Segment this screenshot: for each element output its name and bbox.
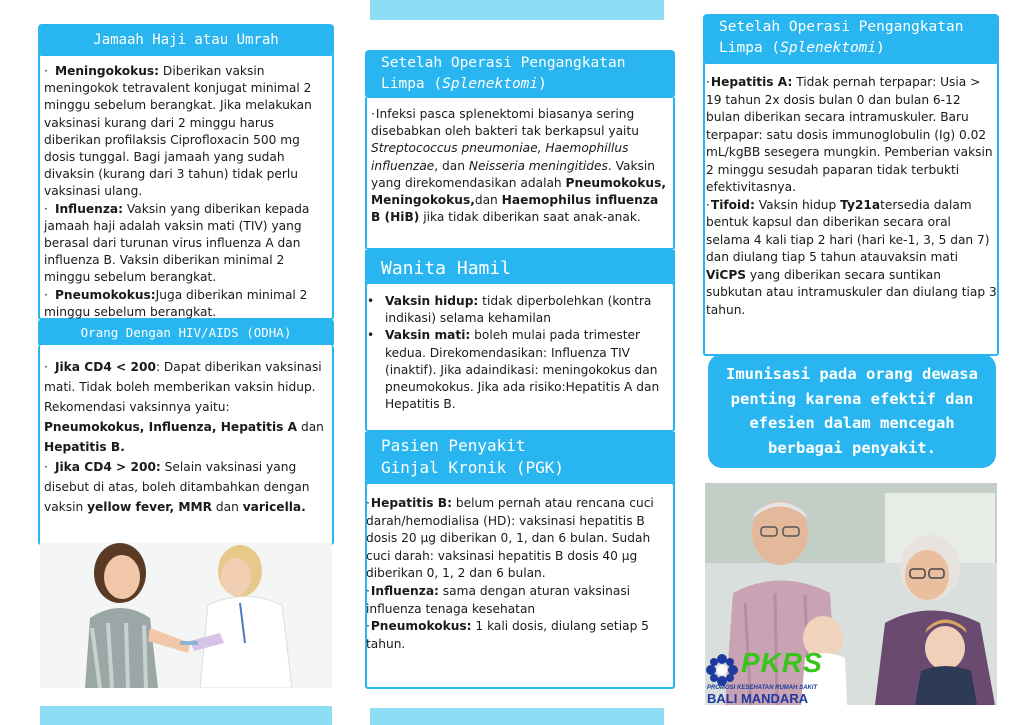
hamil-list <box>367 293 670 413</box>
list-item: ·Tifoid: Vaksin hidup Ty21atersedia dalam bentuk kapsul dan diberikan secara oral selama 4 kali tiap 2 hari (hari ke-1, 3, 5 dan 7) dan diulang tiap 5 tahun atauvaksin mati ViCPS yang diberikan secara suntikan subkutan atau intramuskuler dan diulang tiap 3 tahun. <box>706 197 997 317</box>
vaccination-illustration <box>40 543 332 688</box>
logo-subtitle: PROMOSI KESEHATAN RUMAH SAKIT <box>707 685 818 691</box>
splenektomi-2-title-line2: Limpa (Splenektomi) <box>719 40 885 56</box>
list-item: ·Hepatitis A: Tidak pernah terpapar: Usia > 19 tahun 2x dosis bulan 0 dan bulan 6-12 bulan diberikan secara intramuskuler. Baru terpapar: satu dosis immunoglobulin (Ig) 0.02 mL/kgBB sesegera mungkin. Pemberian vaksin 2 minggu sesudah paparan tidak terbukti efektivitasnya. <box>706 75 993 194</box>
bottom-left-bar <box>40 706 332 725</box>
logo-name: BALI MANDARA <box>707 691 809 705</box>
pgk-title-line2: Ginjal Kronik (PGK) <box>381 458 565 477</box>
splenektomi-text: ·Infeksi pasca splenektomi biasanya sering disebabkan oleh bakteri tak berkapsul yaitu Streptococcus pneumoniae, Haemophillus influenzae, dan Neisseria meningitides. Vaksin yang direkomendasikan adalah Pneumokokus, Meningokokus,dan Haemophilus influenza B (HiB) jika tidak diberikan saat anak-anak. <box>371 107 666 225</box>
list-item: ·Influenza: sama dengan aturan vaksinasi influenza tenaga kesehatan <box>366 583 631 616</box>
bottom-center-bar <box>370 708 664 725</box>
splenektomi-2-list <box>706 74 998 319</box>
list-item: ·Pneumokokus: 1 kali dosis, diulang setiap 5 tahun. <box>366 619 649 651</box>
splenektomi-2-title-line1: Setelah Operasi Pengangkatan <box>719 19 964 35</box>
pgk-title <box>365 432 675 486</box>
haji-title: Jamaah Haji atau Umrah <box>38 24 334 56</box>
list-item: · Jika CD4 < 200: Dapat diberikan vaksinasi mati. Tidak boleh memberikan vaksin hidup. Rekomendasi vaksinnya yaitu: Pneumokokus, Influenza, Hepatitis A dan Hepatitis B. <box>44 360 324 454</box>
list-item: ·Hepatitis B: belum pernah atau rencana cuci darah/hemodialisa (HD): vaksinasi hepatitis B dosis 20 µg diberikan 0, 1, dan 6 bulan. Sudah cuci darah: vaksinasi hepatitis B dosis 40 µg diberikan 0, 1, 2 dan 6 bulan. <box>366 496 654 581</box>
logo-text: PKRS <box>741 647 823 678</box>
callout-box: Imunisasi pada orang dewasa penting karena efektif dan efesien dalam mencegah berbagai penyakit. <box>708 354 996 468</box>
family-photo <box>705 483 997 705</box>
flower-logo-icon <box>705 653 739 687</box>
odha-title: Orang Dengan HIV/AIDS (ODHA) <box>38 319 334 347</box>
list-item: · Meningokokus: Diberikan vaksin meningokok tetravalent konjugat minimal 2 minggu sebelum berangkat. Jika melakukan vaksinasi kurang dari 2 minggu harus diberikan profilaksis Ciprofloxacin 500 mg dosis tunggal. Bagi jamaah yang sudah divaksin (kurang dari 3 tahun) tidak perlu vaksinasi ulang. <box>44 64 312 199</box>
list-item: · Jika CD4 > 200: Selain vaksinasi yang disebut di atas, boleh ditambahkan dengan vaksin yellow fever, MMR dan varicella. <box>44 460 310 514</box>
top-center-bar <box>370 0 664 20</box>
vaccination-photo <box>40 543 332 688</box>
pkrs-logo <box>705 647 855 705</box>
odha-list <box>44 357 332 517</box>
hamil-title: Wanita Hamil <box>365 250 675 286</box>
splenektomi-2-title <box>703 14 999 64</box>
list-item: • Vaksin mati: boleh mulai pada trimester kedua. Direkomendasikan: Influenza TIV (inaktif). Jika adaindikasi: meningokokus dan pneumokokus. Jika ada risiko:Hepatitis A dan Hepatitis B. <box>367 328 660 412</box>
list-item: · Influenza: Vaksin yang diberikan kepada jamaah haji adalah vaksin mati (TIV) yang berasal dari turunan virus influenza A dan influenza B. Vaksin diberikan minimal 2 minggu sebelum berangkat. <box>44 201 310 285</box>
pgk-list <box>366 495 674 653</box>
splenektomi-title <box>365 50 675 98</box>
splenektomi-title-line2: Limpa (Splenektomi) <box>381 76 547 92</box>
list-item: • Vaksin hidup: tidak diperbolehkan (kontra indikasi) selama kehamilan <box>367 294 652 326</box>
list-item: · Pneumokokus:Juga diberikan minimal 2 minggu sebelum berangkat. <box>44 287 308 319</box>
splenektomi-title-line1: Setelah Operasi Pengangkatan <box>381 55 626 71</box>
haji-list <box>44 63 330 321</box>
pgk-title-line1: Pasien Penyakit <box>381 436 526 455</box>
